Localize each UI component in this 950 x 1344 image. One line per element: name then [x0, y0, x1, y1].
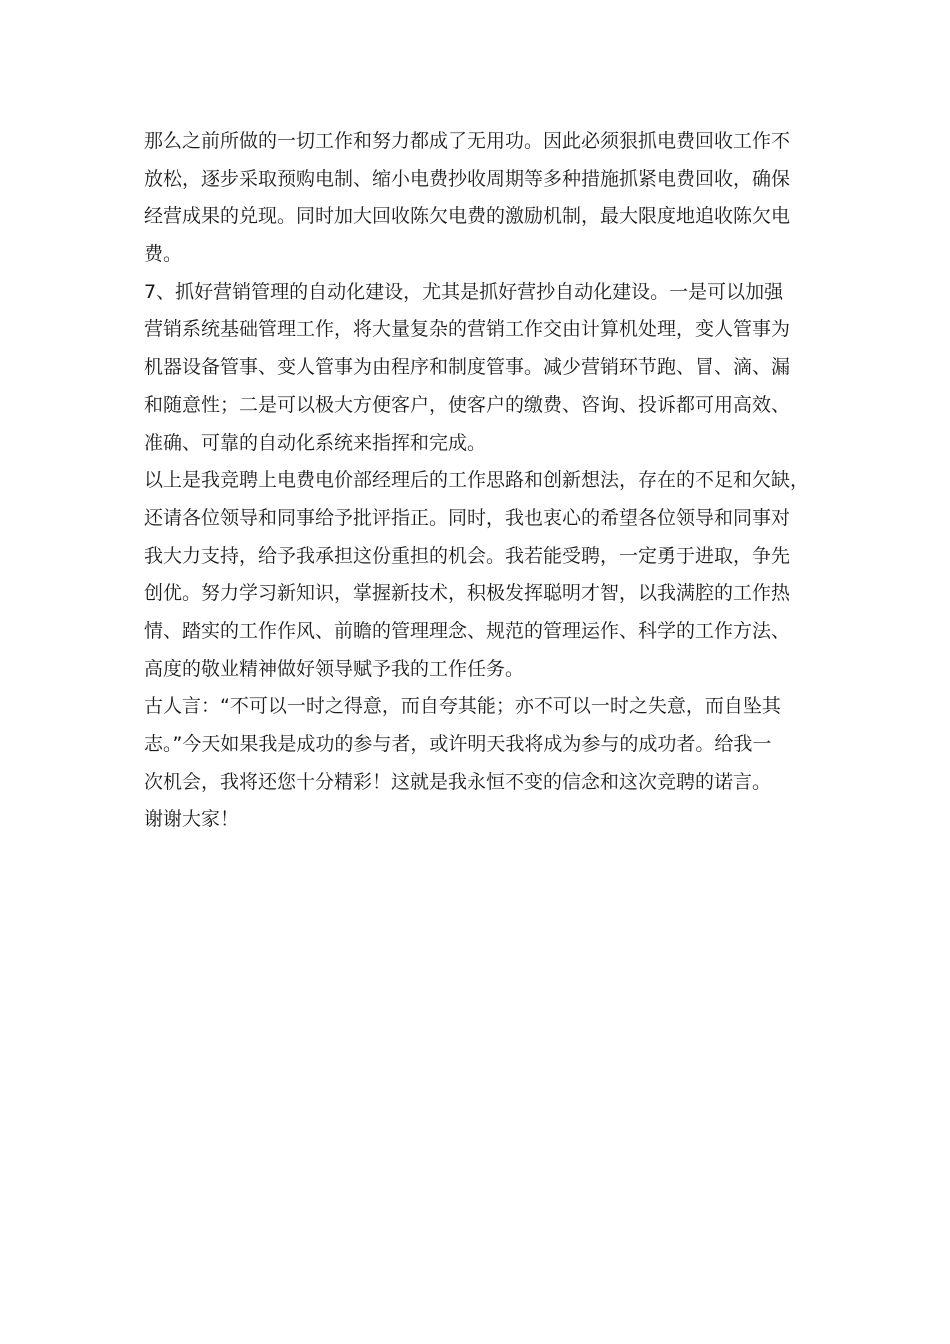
text-line-7: 机器设备管事、变人管事为由程序和制度管事。减少营销环节跑、冒、滴、漏 [144, 356, 791, 379]
text-line-6: 营销系统基础管理工作，将大量复杂的营销工作交由计算机处理，变人管事为 [144, 318, 791, 341]
text-line-2: 放松，逐步采取预购电制、缩小电费抄收周期等多种措施抓紧电费回收，确保 [144, 167, 791, 190]
text-line-1: 那么之前所做的一切工作和努力都成了无用功。因此必须狠抓电费回收工作不 [144, 130, 791, 152]
text-line-15: 高度的敬业精神做好领导赋予我的工作任务。 [144, 657, 525, 680]
text-line-12: 我大力支持，给予我承担这份重担的机会。我若能受聘，一定勇于进取，争先 [144, 544, 791, 567]
text-line-9: 准确、可靠的自动化系统来指挥和完成。 [144, 431, 487, 454]
text-line-8: 和随意性；二是可以极大方便客户，使客户的缴费、咨询、投诉都可用高效、 [144, 393, 791, 416]
text-line-4: 费。 [144, 243, 183, 266]
text-line-10: 以上是我竞聘上电费电价部经理后的工作思路和创新想法，存在的不足和欠缺， [144, 469, 810, 492]
text-line-17: 志。”今天如果我是成功的参与者，或许明天我将成为参与的成功者。给我一 [144, 733, 772, 755]
text-line-18: 次机会，我将还您十分精彩！这就是我永恒不变的信念和这次竞聘的诺言。 [144, 770, 772, 793]
text-line-5: 7、抓好营销管理的自动化建设，尤其是抓好营抄自动化建设。一是可以加强 [144, 280, 784, 303]
text-line-19: 谢谢大家！ [144, 808, 240, 831]
text-line-13: 创优。努力学习新知识，掌握新技术，积极发挥聪明才智，以我满腔的工作热 [144, 582, 791, 605]
text-line-14: 情、踏实的工作作风、前瞻的管理理念、规范的管理运作、科学的工作方法、 [144, 619, 791, 642]
text-line-16: 古人言：“不可以一时之得意，而自夸其能；亦不可以一时之失意，而自坠其 [144, 695, 781, 718]
document-body [144, 123, 809, 839]
text-line-11: 还请各位领导和同事给予批评指正。同时，我也衷心的希望各位领导和同事对 [144, 506, 791, 529]
text-line-3: 经营成果的兑现。同时加大回收陈欠电费的激励机制，最大限度地追收陈欠电 [144, 205, 791, 228]
